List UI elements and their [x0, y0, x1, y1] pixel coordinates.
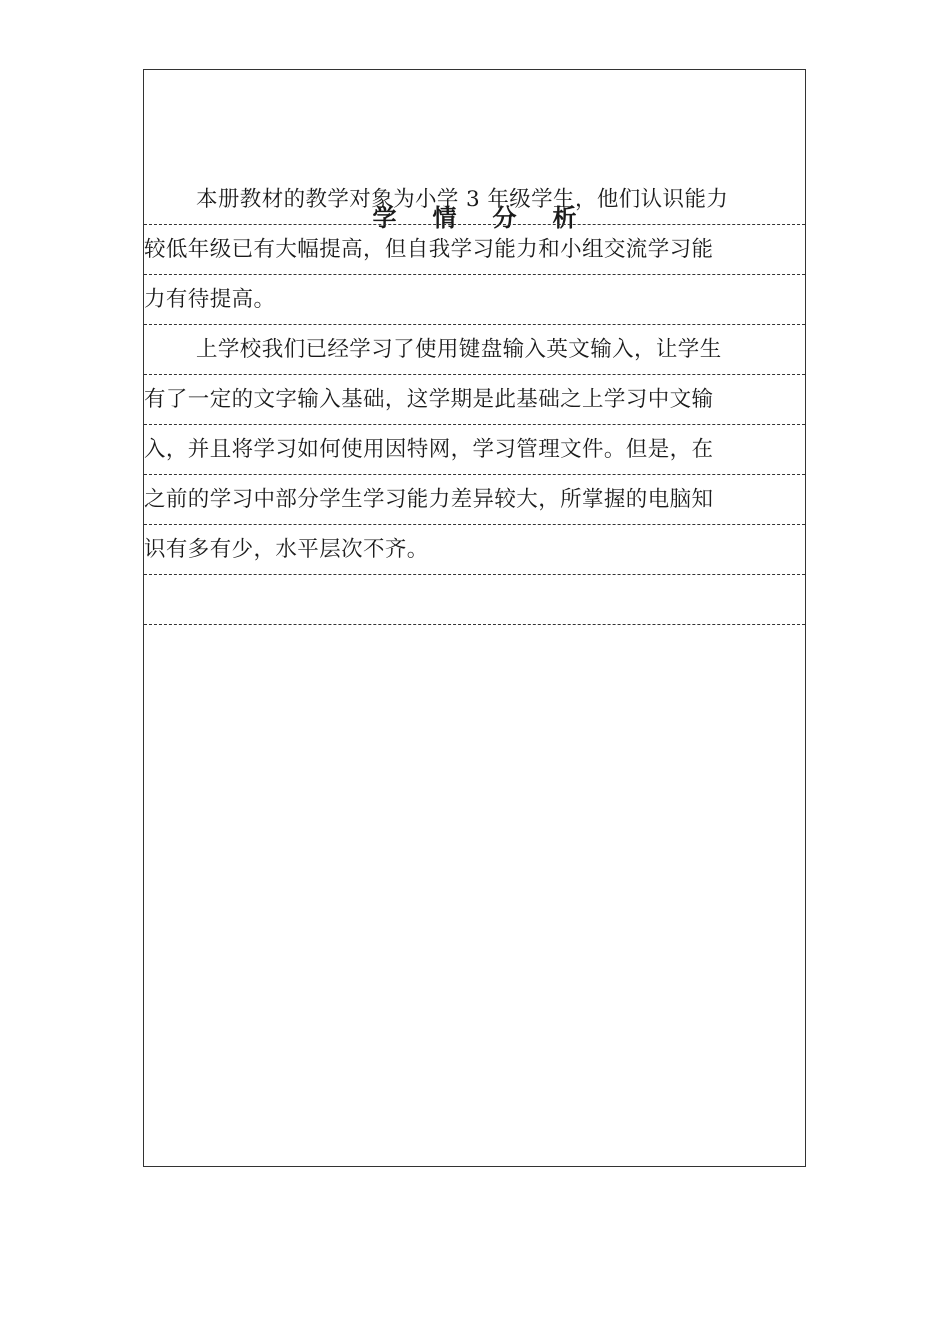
text-line-6: 入，并且将学习如何使用因特网，学习管理文件。但是，在 — [144, 425, 805, 475]
text-line-9-empty — [144, 575, 805, 625]
document-frame — [143, 69, 806, 1167]
text-line-4: 上学校我们已经学习了使用键盘输入英文输入，让学生 — [144, 325, 805, 375]
title-char: 分 — [492, 204, 517, 232]
text-line-2: 较低年级已有大幅提高，但自我学习能力和小组交流学习能 — [144, 225, 805, 275]
text-line-5: 有了一定的文字输入基础，这学期是此基础之上学习中文输 — [144, 375, 805, 425]
title-char: 析 — [552, 204, 577, 232]
text-line-3: 力有待提高。 — [144, 275, 805, 325]
text-line-1: 本册教材的教学对象为小学 3 年级学生，他们认识能力 — [144, 175, 805, 225]
text-line-7: 之前的学习中部分学生学习能力差异较大，所掌握的电脑知 — [144, 475, 805, 525]
title-char: 情 — [432, 204, 457, 232]
text-line-8: 识有多有少，水平层次不齐。 — [144, 525, 805, 575]
title-char: 学 — [372, 204, 397, 232]
